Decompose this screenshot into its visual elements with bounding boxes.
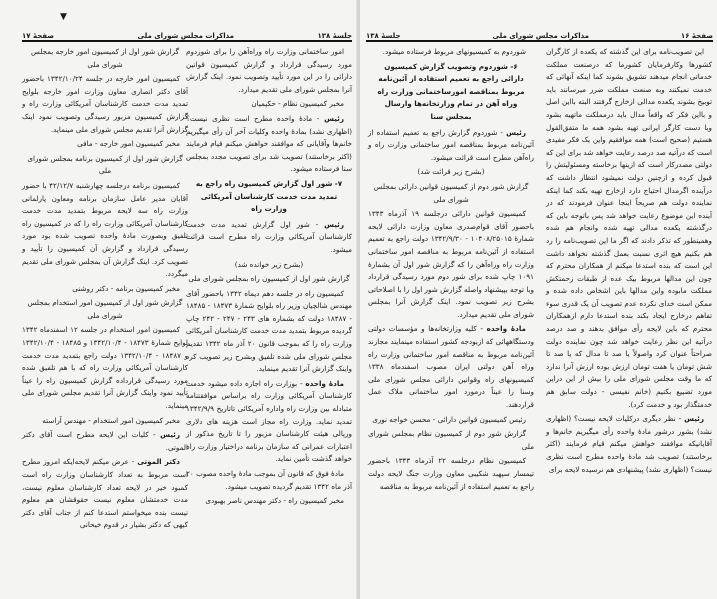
text-column [368, 46, 534, 495]
paragraph-text: ۷- شور اول گزارش کمیسیون راه راجع به تمدید مدت خدمت کارشناسان آمریکائی وزارت راه [195, 178, 343, 214]
section-heading [372, 61, 530, 124]
paragraph [186, 288, 352, 376]
centered-caption [22, 46, 188, 71]
header-rule [22, 40, 352, 42]
paragraph-text: امور ساختمانی وزارت راه وراه‌آهن را برای شوردوم مورد رسیدگی قرارداد و گزارش کمیسیون قوانین دارائی را در این مورد تأیید وتصویب نمود. اینک گزارش آنرا بمجلس شورای ملی تقدیم میدارد. [186, 47, 352, 94]
session-number: جلسهٔ ۱۳۸ [366, 32, 401, 40]
section-heading [190, 178, 348, 216]
paragraph [186, 46, 352, 96]
paragraph-text: کمیسیون برنامه درجلسه چهارشنبه ۴۲/۱۲/۷ با حضور آقایان مدیر عامل سازمان برنامه ومعاون پارلمانی وزارت راه سه لایحه مربوط بتمدید مدت خدمت کارشناسان آمریکائی وزارت راه را که در کمیسیون راه تلفیق وبصورت مادهٔ واحده تصویب شده بود مورد رسیدگی قرارداد و گزارش آن کمیسیون را تأیید و تصویب کرد. اینک گزارش آن بمجلس شورای ملی تقدیم میگردد. [22, 180, 188, 279]
paragraph-text: مخبر کمیسیون راه - دکتر مهندس ناصر بهبودی [205, 496, 344, 506]
paragraph-text: مادهٔ فوق که قانون آن بموجب مادهٔ واحده مصوب ۲۰ آذر ماه ۱۳۴۲ تقدیم گردیده تصویب میشود. [186, 469, 352, 491]
paragraph [22, 180, 188, 281]
paragraph [186, 113, 352, 176]
paragraph-text: شوردوم به کمیسیونهای مربوط فرستاده میشود. [382, 47, 526, 56]
paragraph-text: کمیسیون امور خارجه در جلسه ۱۳۴۲/۱۰/۲۴ باحضور آقای دکتر انصاری معاون وزارت امور خارجه بلوایح تمدید مدت خدمت کارشناسان آمریکائی وزارت راه و گزارش کمیسیون مزبور رسیدگی وتصویب نمود اینک گزارش آنرا تقدیم مجلس شورای ملی مینماید. [22, 74, 188, 134]
paragraph-text: مخبر کمیسیون برنامه - دکتر روشنی [72, 283, 180, 293]
text-column [22, 46, 188, 534]
centered-caption [22, 297, 188, 322]
paragraph [186, 468, 352, 493]
centered-caption [22, 153, 188, 178]
paragraph-text: گزارش شور اول از کمیسیون برنامه بمجلس شورای ملی [27, 153, 183, 176]
paragraph-text: - شوردوم گزارش راجع به تعمیم استفاده از آئین‌نامه مربوط بمناقصه امور ساختمانی وزارت راه و راه‌آهن مطرح است قرائت میشود. [368, 127, 534, 162]
left-page [0, 0, 358, 599]
paragraph-text: کمیسیون نظام درجلسه ۲۲ آذرماه ۱۳۴۳ باحضور تیمسار سپهبد شکیبی معاون وزارت جنگ لایحه دولت راجع به تعمیم استفاده از آئین‌نامه مربوط به مناقصه [368, 456, 534, 491]
right-page-header [366, 30, 713, 40]
speaker-name: دکتر الموتی [137, 457, 180, 467]
paragraph-text: - مادهٔ واحده مطرح است نظری نیست؟ (اظهاری نشد) بمادهٔ واحده وکلیات آخر آن رأی میگیریم خانم‌ها وآقایانی که موافقند خواهش میکنم قیام فرمایند (اکثر برخاستند) تصویب شد برای تصویب مجدد بمجلس سنا فرستاده میشود. [186, 113, 352, 174]
speaker-name: رئیس [506, 127, 526, 137]
paragraph-text: - بوزارت راه اجازه داده میشود خدمت کارشناسان آمریکائی وزارت راه براساس موافقتنامه متبادله بین وزارت راه واداره آمریکائی تاتاریخ ۱۳۴۲/۹/۹ تمدید نماید. وزارت راه مجاز است هزینه های دلاری وریالی هیئت کارشناسان مزبور را تا تاریخ مذکور از اعتبارات عمرانی که سازمان برنامه دراختیار وزارت راه خواهد گذشت تأمین نماید. [186, 378, 352, 464]
running-title: مذاکرات مجلس شورای ملی [137, 32, 234, 40]
text-column [186, 46, 352, 510]
paragraph [546, 413, 712, 476]
paragraph [368, 127, 534, 165]
left-page-header [22, 30, 352, 40]
paragraph [368, 455, 534, 493]
header-rule [366, 40, 713, 42]
paragraph-text: - عرض میکنم لایحه‌ایکه امروز مطرح است مربوط به تعداد کارشناسان وزارت راه است کمبود خیر در لایحه تعداد کارشناسان معلوم نیست، مدت خدمتشان معلوم نیست حقوقشان هم معلوم نیست بنده میخواستم استدعا کنم از جناب آقای دکتر کیهی که دکتر بشیار در قدوم خیحانی [22, 457, 188, 530]
paragraph-text: مخبر کمیسیون امور خارجه - مافی [77, 139, 180, 149]
page-number: صفحهٔ ۱۶ [680, 32, 713, 40]
speaker-name: مادهٔ واحده [305, 378, 344, 388]
paragraph-text: مخبر کمیسیون نظام - حکیمیان [251, 99, 344, 109]
text-column [546, 46, 712, 478]
paragraph-text: کمیسیون امور استخدام در جلسه ۱۲ اسفندماه ۱۳۴۲ لوایح شمارهٔ ۱۸۴۷۳ - ۱۳۴۲/۱۰/۴ و ۱۸۴۸۵ - ۱۳۴۲/۱۰/۴ و ۱۸۴۸۷ - ۱۳۴۲/۱۰/۴ دولت راجع بتمدید مدت خدمت کارشناسان آمریکائی وزارت راه که با هم تلفیق شده مورد رسیدگی قرارداده گزارش کمیسیون راه را عیناً تأیید نمود واینک گزارش آنرا تقدیم مجلس شورای ملی مینماید. [22, 325, 188, 411]
paragraph [186, 378, 352, 466]
paragraph [368, 323, 534, 411]
paragraph [368, 428, 534, 453]
right-page [360, 0, 717, 599]
speaker-name: رئیس [684, 414, 704, 424]
paragraph [368, 208, 534, 321]
paragraph [22, 283, 188, 296]
paragraph-text: ۶- شوردوم وتصویب گزارش کمیسیون دارائی راجع به تعمیم استفاده از آئین‌نامه مربوط بمناقصه امورساختمانی وزارت راه وراه آهن در تمام وزارتخانه‌ها وارسال بمجلس سنا [377, 61, 525, 121]
paragraph [22, 324, 188, 412]
paragraph-text: (بشرح زیر قرائت شد) [417, 167, 485, 177]
paragraph-text: - شور اول گزارش تمدید مدت خدمت کارشناسان آمریکائی وزارت راه مطرح است قرائت میشود. [186, 219, 352, 254]
centered-caption [186, 273, 352, 286]
centered-caption [186, 259, 352, 272]
paragraph-text: گزارش شور دوم از کمیسیون قوانین دارائی بمجلس شورای ملی [373, 181, 529, 204]
paragraph [22, 456, 188, 532]
paragraph [186, 98, 352, 111]
paragraph [22, 73, 188, 136]
centered-caption [368, 166, 534, 179]
paragraph [368, 46, 534, 59]
running-title: مذاکرات مجلس شورای ملی [492, 32, 589, 40]
speaker-name: رئیس [160, 430, 180, 440]
paragraph [186, 495, 352, 508]
paragraph-text: (بشرح زیر خوانده شد) [234, 259, 304, 269]
paragraph [368, 414, 534, 427]
speaker-name: رئیس [324, 113, 344, 123]
paragraph [22, 429, 188, 454]
paragraph [22, 415, 188, 428]
ink-mark-icon: ▼ [60, 12, 67, 22]
paragraph-text: - کلیه وزارتخانه‌ها و مؤسسات دولتی ودستگاههائی که ازبودجه کشور استفاده مینمایند مجازند آئین‌نامه مربوط به مناقصه امور ساختمانی وزارت راه وراه آهن دولتی ایران مصوب اسفندماه ۱۳۳۸ کمیسیونهای راه وقوانین دارائی مجلس شورای ملی وسنا را عیناً درمورد امور ساختمانی ملاک عمل قراردهند. [368, 324, 534, 410]
paragraph-text: کمیسیون راه در جلسه دهم دیماه ۱۳۴۲ باحضور آقای مهندس شالچیان وزیر راه بلوایح شمارهٔ ۱۸۴۷۳ - ۱۸۴۸۵ - ۱۸۴۸۷ دولت که بشماره های ۲۴۳ - ۲۴۷ - ۲۴۲ چاپ گردیده مربوط بتمدید مدت خدمت کارشناسان آمریکائی وزارت راه را که بموجب قانون ۲۰ آذر ماه ۱۳۴۲ تقدیم مجلس شورای ملی شده تلفیق وبشرح زیر تصویب کرد واینک گزارش آنرا تقدیم مینماید. [186, 288, 352, 374]
paragraph-text: - نظر دیگری درکلیات لایحه نیست؟ (اظهاری نشد) بشور درشور مادهٔ واحده رأی میگیریم خانم‌ها و آقایانیکه موافقند خواهش میکنم قیام فرمایند (اکثر برخاستند) تصویب شد مادهٔ واحده مطرح است نظری نیست؟ (اظهاری نشد) پیشنهادی هم نرسیده لایحه برای [546, 414, 712, 474]
session-number: جلسهٔ ۱۳۸ [317, 32, 352, 40]
paragraph-text: - کلیات این لایحه مطرح است آقای دکتر الموتی. [22, 430, 188, 452]
paragraph-text: رئیس کمیسیون قوانین دارائی - محسن خواجه نوری [372, 414, 526, 424]
paragraph-text: گزارش شور اول از کمیسیون راه بمجلس شورای ملی [188, 274, 350, 284]
paragraph-text: این تصویب‌نامه برای این گذشته که یکعده از کارگران کشورها وکارفرمایان کشورما که درصنعت مملکت خدماتی انجام میدهند تشویق بشوند کما اینکه آنهائی که خدمت نمیکنند وبه صنعت مملکت ضرر میرسانند باید توبیخ بشوند یکعده مدالی ازخارج گرفتند البته بااین اصل و بااین فکر که واقعاً مدال باید درمملکت ماتهیه بشود وبا دست کارگر ایرانی تهیه بشود همه ما متفق‌القول هستیم (صحیح است) همه موافقیم واین یک فکر مفیدی است که درآتیه صد درصد رعایت خواهد شد برای این که دولتی مصدرکار است که ازینها برخاسته ومسئولیتش را قبول کرده و ازچنین دولت نمیشود انتظار داشت که درآینده اگرمدال احتیاج دارد ازخارج تهیه بکند کما اینکه نماینده دولت هم صریحاً اینجا عنوان فرمودند که در آینده این موضوع رعایت خواهد شد پس باتوجه باین که درگذشته یکعده مدالی تهیه شده وانجام هم شده وهمینطور که تذکر دادند که اگر ما این تصویب‌نامه را رد هم بکنیم هیچ اثری نسبت بعمل گذشته نخواهد داشت این است که بنده استدعا میکنم از همکاران محترم که چون این مدالها مربوط بیک عده از طبقات زحمتکش مملکت مابوده واین مدالها باین اشخاص داده شده و ممکن است خدای نکرده عدم تصویب آن یک قدری سوء تفاهم درخارج ایجاد بکند بنده استدعا دارم ازهمکاران محترم که باین لایحه رأی موافق بدهند و صد درصد درآتیه این نظر رعایت خواهد شد چون نماینده دولت صراحتاً عنوان کرد واصولاً یا صد تا مدال که یا صد تا شش تومان یا هفت تومان ارزش بوده ارزش آنرا ندارد که ما وقت مجلس شورای ملی را بیش از این دراین مورد تضییع بکنیم (خانم نفیسی - دولت سابق هم خدمتگذار بود و خدمت کرد). [546, 47, 712, 409]
paragraph-text: گزارش شور اول از کمیسیون امور استخدام بمجلس شورای ملی [27, 298, 183, 320]
paragraph [22, 138, 188, 151]
paragraph-text: گزارش شور اول از کمیسیون امور خارجه بمجلس شورای ملی [30, 47, 180, 69]
paragraph-text: مخبر کمیسیون امور استخدام - مهندس آراسته [42, 415, 180, 425]
paragraph-text: کمیسیون قوانین دارائی درجلسه ۱۹ آذرماه ۱۳۴۳ باحضور آقای قوام‌صدری معاون وزارت دارائی لایحه شمارهٔ ۱۰۴۰۸/۲۵۰۱۵ - ۱۳۴۲/۹/۳۰ دولت راجع به تعمیم استفاده از آئین‌نامه مربوط به مناقصه امور ساختمانی وزارت راه وراه‌آهن را که گزارش شور اول آن بشمارهٔ ۱۰۹۱ چاپ شده برای شور دوم مورد رسیدگی قرارداد وبا توجه بپیشنهاد واصله گزارش شور اول را با اصلاحاتی بشرح زیر تصویب نمود. اینک گزارش آنرا بمجلس شورای ملی تقدیم میدارد. [368, 209, 534, 319]
speaker-name: مادهٔ واحده [486, 324, 526, 334]
page-number: صفحهٔ ۱۷ [22, 32, 55, 40]
paragraph [186, 219, 352, 257]
speaker-name: رئیس [324, 219, 344, 229]
paragraph-text: گزارش شور دوم از کمیسیون نظام بمجلس شورای ملی [368, 429, 534, 451]
paragraph [546, 46, 712, 411]
centered-caption [368, 181, 534, 206]
